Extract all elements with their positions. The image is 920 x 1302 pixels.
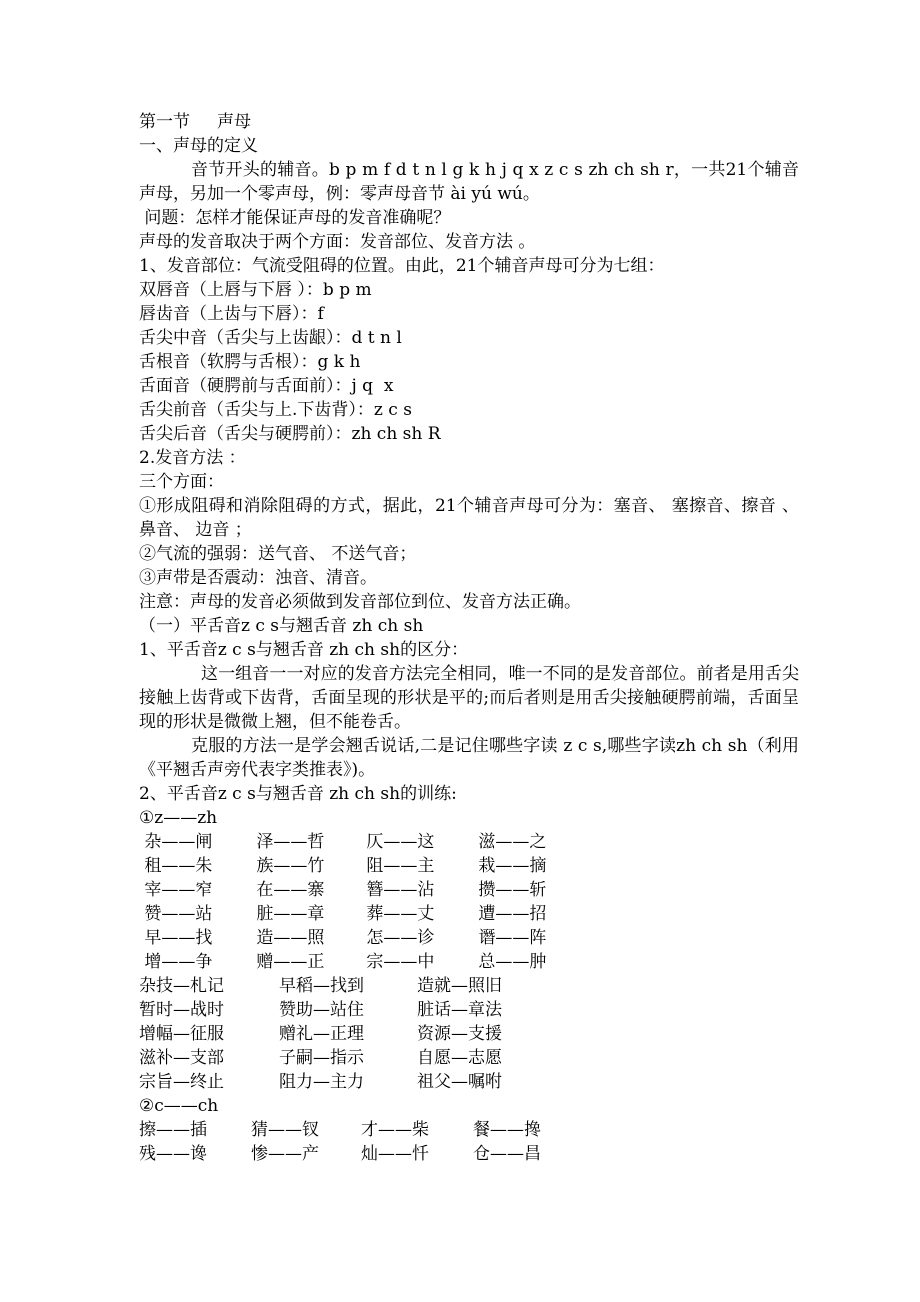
z-pair-row (139, 902, 799, 926)
pair-cell: 猜——钗 (251, 1120, 319, 1140)
group-line: 舌尖前音（舌尖与上.下齿背）：z c s (139, 400, 412, 420)
method-paragraph: 克服的方法一是学会翘舌说话,二是记住哪些字读 z c s,哪些字读zh ch sh（利用《平翘舌声旁代表字类推表》)。 (139, 736, 799, 780)
word-cell: 脏话—章法 (417, 1000, 502, 1020)
z-pair-row (139, 854, 799, 878)
heading-initials-definition: 一、声母的定义 (139, 136, 258, 156)
pair-cell: 仓——昌 (473, 1144, 541, 1164)
word-cell: 滋补—支部 (139, 1048, 224, 1068)
pair-cell: 才——柴 (361, 1120, 429, 1140)
z-word-row (139, 1070, 799, 1094)
pair-cell: 栽——摘 (473, 856, 547, 876)
word-cell: 阻力—主力 (279, 1072, 364, 1092)
z-word-row (139, 974, 799, 998)
pair-cell: 脏——章 (251, 904, 325, 924)
pair-cell: 谮——阵 (473, 928, 547, 948)
question-line: 问题：怎样才能保证声母的发音准确呢？ (139, 208, 451, 228)
section-title: 第一节 声母 (139, 112, 252, 132)
subsection-title: （一）平舌音z c s与翘舌音 zh ch sh (139, 616, 424, 636)
document-page (139, 110, 799, 1166)
word-cell: 早稻—找到 (279, 976, 364, 996)
pair-cell: 族——竹 (251, 856, 325, 876)
pair-cell: 赠——正 (251, 952, 325, 972)
word-cell: 杂技—札记 (139, 976, 224, 996)
c-ch-title: ②c——ch (139, 1096, 219, 1116)
word-cell: 祖父—嘱咐 (417, 1072, 502, 1092)
pair-cell: 怎——诊 (361, 928, 435, 948)
difference-paragraph: 这一组音一一对应的发音方法完全相同，唯一不同的是发音部位。前者是用舌尖接触上齿背或下齿背，舌面呈现的形状是平的;而后者则是用舌尖接触硬腭前端，舌面呈现的形状是微微上翘，但不能卷舌。 (139, 664, 799, 732)
aspect-2: ②气流的强弱：送气音、 不送气音； (139, 544, 417, 564)
pair-cell: 擦——插 (139, 1120, 207, 1140)
pair-cell: 造——照 (251, 928, 325, 948)
z-pair-row (139, 830, 799, 854)
group-line: 舌面音（硬腭前与舌面前）：j q x (139, 376, 394, 396)
pair-cell: 租——朱 (139, 856, 213, 876)
word-cell: 造就—照旧 (417, 976, 502, 996)
group-line: 舌尖后音（舌尖与硬腭前）：zh ch sh R (139, 424, 441, 444)
word-cell: 赞助—站住 (279, 1000, 364, 1020)
z-zh-title: ①z——zh (139, 808, 218, 828)
c-pair-row (139, 1142, 799, 1166)
note-line: 注意：声母的发音必须做到发音部位到位、发音方法正确。 (139, 592, 581, 612)
word-cell: 子嗣—指示 (279, 1048, 364, 1068)
pair-cell: 攒——斩 (473, 880, 547, 900)
group-line: 舌根音（软腭与舌根）：g k h (139, 352, 361, 372)
pair-cell: 遭——招 (473, 904, 547, 924)
aspect-3: ③声带是否震动：浊音、清音。 (139, 568, 377, 588)
pair-cell: 灿——忏 (361, 1144, 429, 1164)
z-pair-row (139, 950, 799, 974)
place-intro: 1、发音部位：气流受阻碍的位置。由此，21个辅音声母可分为七组： (139, 256, 665, 276)
pair-cell: 簪——沾 (361, 880, 435, 900)
pair-cell: 泽——哲 (251, 832, 325, 852)
aspect-1: ①形成阻碍和消除阻碍的方式，据此，21个辅音声母可分为：塞音、 塞擦音、擦音 、鼻音、 边音 ； (139, 496, 799, 540)
pair-cell: 残——谗 (139, 1144, 207, 1164)
pair-cell: 增——争 (139, 952, 213, 972)
word-cell: 宗旨—终止 (139, 1072, 224, 1092)
z-word-row (139, 998, 799, 1022)
pair-cell: 赞——站 (139, 904, 213, 924)
z-pair-row (139, 926, 799, 950)
z-word-row (139, 1022, 799, 1046)
three-aspects: 三个方面： (139, 472, 224, 492)
group-line: 唇齿音（上齿与下唇）：f (139, 304, 324, 324)
pair-cell: 总——肿 (473, 952, 547, 972)
pair-cell: 宗——中 (361, 952, 435, 972)
pair-cell: 滋——之 (473, 832, 547, 852)
c-pair-row (139, 1118, 799, 1142)
word-cell: 赠礼—正理 (279, 1024, 364, 1044)
z-pair-row (139, 878, 799, 902)
z-word-row (139, 1046, 799, 1070)
pair-cell: 早——找 (139, 928, 213, 948)
word-cell: 暂时—战时 (139, 1000, 224, 1020)
pair-cell: 餐——搀 (473, 1120, 541, 1140)
word-cell: 资源—支援 (417, 1024, 502, 1044)
pair-cell: 惨——产 (251, 1144, 319, 1164)
group-line: 双唇音（上唇与下唇 ）：b p m (139, 280, 372, 300)
pair-cell: 杂——闸 (139, 832, 213, 852)
pair-cell: 仄——这 (361, 832, 435, 852)
definition-paragraph: 音节开头的辅音。b p m f d t n l g k h j q x z c s zh ch sh r，一共21个辅音声母，另加一个零声母，例：零声母音节 ài yú wú。 (139, 160, 799, 204)
word-cell: 自愿—志愿 (417, 1048, 502, 1068)
depends-line: 声母的发音取决于两个方面：发音部位、发音方法 。 (139, 232, 536, 252)
group-line: 舌尖中音（舌尖与上齿龈）：d t n l (139, 328, 402, 348)
subsection-1-2: 2、平舌音z c s与翘舌音 zh ch sh的训练: (139, 784, 457, 804)
method-title: 2.发音方法 ： (139, 448, 246, 468)
pair-cell: 阻——主 (361, 856, 435, 876)
word-cell: 增幅—征服 (139, 1024, 224, 1044)
subsection-1-1: 1、平舌音z c s与翘舌音 zh ch sh的区分： (139, 640, 469, 660)
pair-cell: 在——寨 (251, 880, 325, 900)
pair-cell: 葬——丈 (361, 904, 435, 924)
pair-cell: 宰——窄 (139, 880, 213, 900)
